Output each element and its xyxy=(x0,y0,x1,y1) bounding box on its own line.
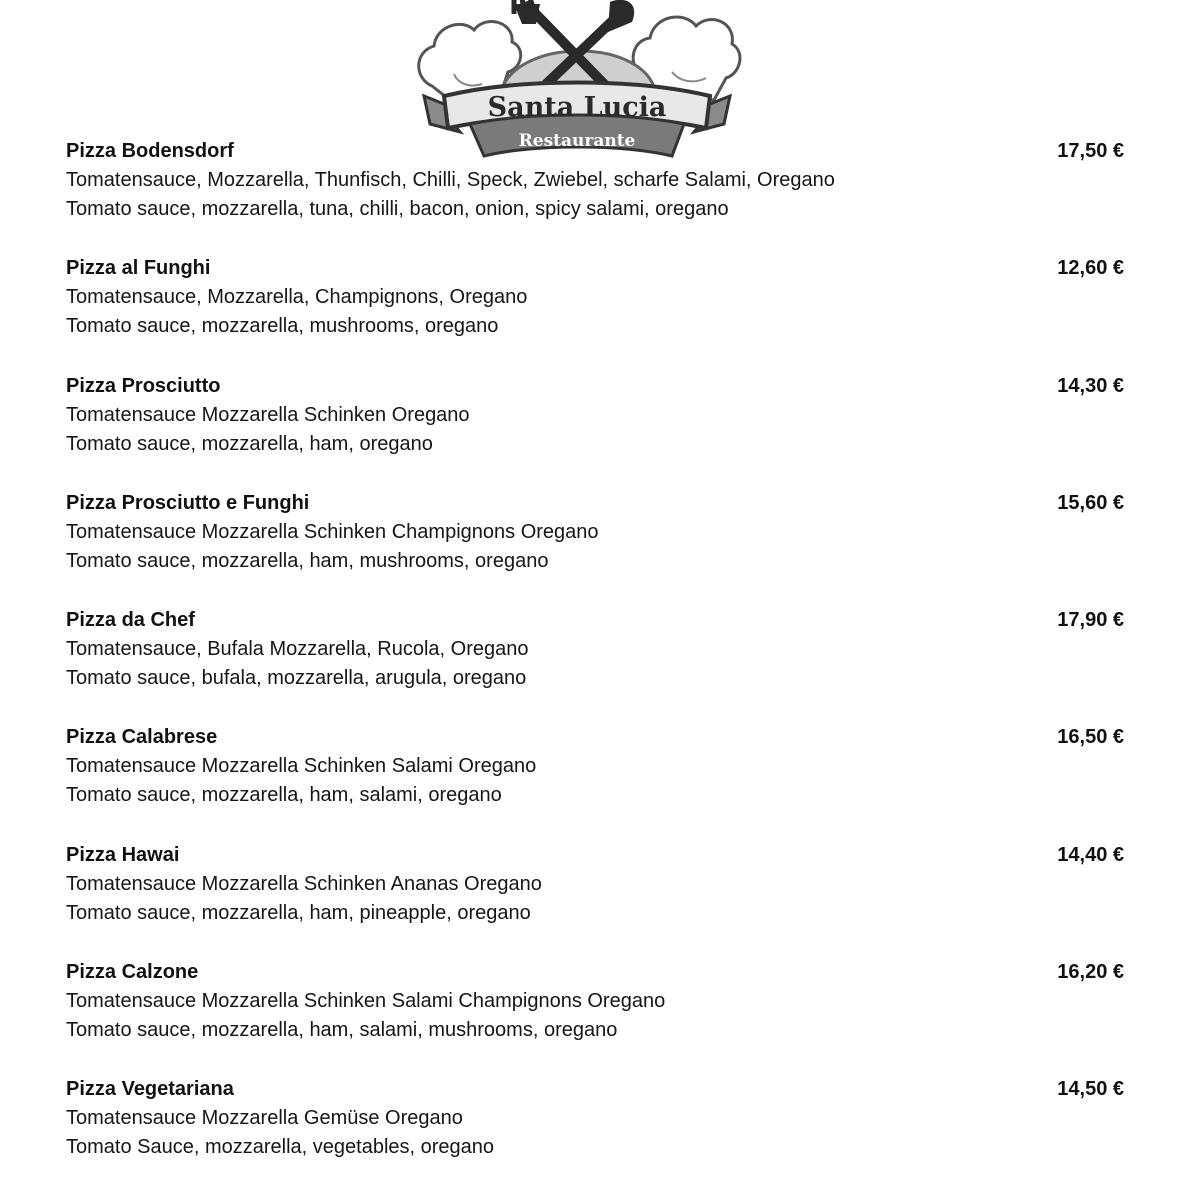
menu-item xyxy=(66,724,1126,841)
menu-item-name: Pizza Calabrese xyxy=(66,726,218,749)
menu-item-description-german: Tomatensauce Mozzarella Schinken Ananas Oregano xyxy=(66,872,542,895)
menu-item-price: 14,30 € xyxy=(1057,374,1124,397)
menu-item-price: 14,50 € xyxy=(1057,1078,1124,1101)
menu-item-price: 12,60 € xyxy=(1057,257,1124,280)
menu-item-description-german: Tomatensauce Mozzarella Schinken Champignons Oregano xyxy=(66,520,599,543)
menu-item-name: Pizza Vegetariana xyxy=(66,1078,234,1101)
menu-item xyxy=(66,490,1126,607)
menu-item xyxy=(66,607,1126,724)
menu-item-description-english: Tomato Sauce, mozzarella, vegetables, oregano xyxy=(66,1136,495,1159)
menu-item-description-english: Tomato sauce, mozzarella, ham, pineapple, oregano xyxy=(66,901,531,924)
menu-item xyxy=(66,255,1126,372)
menu-item-price: 14,40 € xyxy=(1057,843,1124,866)
menu-item-price: 17,50 € xyxy=(1057,140,1124,162)
logo-subtitle: Restaurante xyxy=(518,131,636,151)
menu-item xyxy=(66,1076,1126,1193)
menu-item-description-german: Tomatensauce, Mozzarella, Champignons, Oregano xyxy=(66,286,528,309)
menu-item-name: Pizza al Funghi xyxy=(66,257,211,280)
menu-item-name: Pizza Prosciutto e Funghi xyxy=(66,491,310,514)
menu-item-name: Pizza Bodensdorf xyxy=(66,140,234,162)
menu-item-description-german: Tomatensauce, Bufala Mozzarella, Rucola, Oregano xyxy=(66,638,529,661)
menu-item-description-english: Tomato sauce, mozzarella, ham, oregano xyxy=(66,432,433,455)
menu-item xyxy=(66,959,1126,1076)
menu-item-description-german: Tomatensauce, Mozzarella, Thunfisch, Chilli, Speck, Zwiebel, scharfe Salami, Oregano xyxy=(66,169,835,191)
menu-item-description-english: Tomato sauce, mozzarella, tuna, chilli, bacon, onion, spicy salami, oregano xyxy=(66,198,729,220)
menu-item-description-german: Tomatensauce Mozzarella Gemüse Oregano xyxy=(66,1107,463,1130)
menu-item xyxy=(66,373,1126,490)
menu-item xyxy=(66,842,1126,959)
menu-item-description-english: Tomato sauce, mozzarella, ham, salami, oregano xyxy=(66,784,502,807)
menu-item-name: Pizza da Chef xyxy=(66,609,195,632)
menu-item-description-german: Tomatensauce Mozzarella Schinken Salami Oregano xyxy=(66,755,537,778)
menu-item-name: Pizza Prosciutto xyxy=(66,374,221,397)
pizza-menu-list xyxy=(66,138,1126,1194)
menu-item-description-english: Tomato sauce, mozzarella, ham, mushrooms, oregano xyxy=(66,549,549,572)
menu-item-description-german: Tomatensauce Mozzarella Schinken Salami Champignons Oregano xyxy=(66,990,666,1013)
menu-item-price: 16,50 € xyxy=(1057,726,1124,749)
menu-item-price: 15,60 € xyxy=(1057,491,1124,514)
menu-item-name: Pizza Hawai xyxy=(66,843,180,866)
menu-item-description-german: Tomatensauce Mozzarella Schinken Oregano xyxy=(66,403,470,426)
menu-item-description-english: Tomato sauce, bufala, mozzarella, arugula, oregano xyxy=(66,667,527,690)
menu-item-price: 16,20 € xyxy=(1057,961,1124,984)
menu-item-price: 17,90 € xyxy=(1057,609,1124,632)
menu-item-description-english: Tomato sauce, mozzarella, ham, salami, mushrooms, oregano xyxy=(66,1019,618,1042)
menu-item-name: Pizza Calzone xyxy=(66,961,199,984)
menu-item xyxy=(66,138,1126,255)
logo-title: Santa Lucia xyxy=(487,92,667,123)
menu-item-description-english: Tomato sauce, mozzarella, mushrooms, oregano xyxy=(66,315,499,338)
